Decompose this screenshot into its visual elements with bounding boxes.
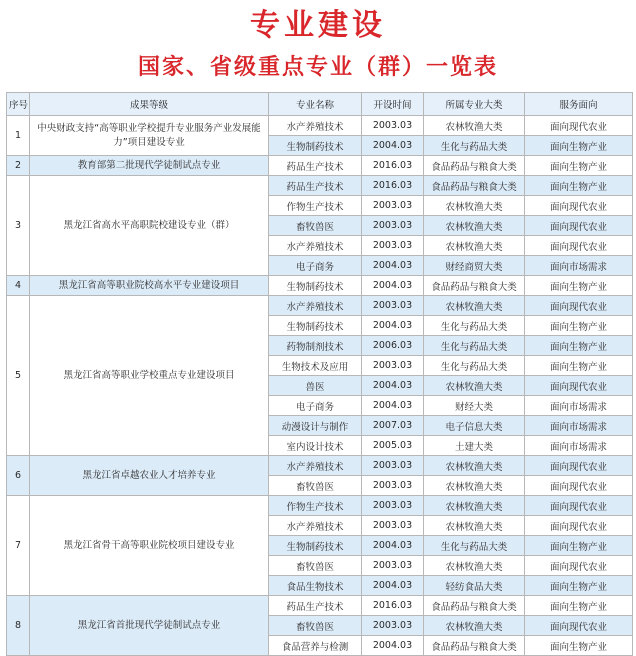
group-number: 5 [7,296,30,456]
service-orientation: 面向现代农业 [525,516,633,536]
major-name: 水产养殖技术 [269,296,362,316]
service-orientation: 面向现代农业 [525,476,633,496]
major-name: 药物制剂技术 [269,336,362,356]
service-orientation: 面向生物产业 [525,636,633,656]
start-date: 2016.03 [362,596,424,616]
major-category: 农林牧渔大类 [424,476,525,496]
major-category: 食品药品与粮食大类 [424,176,525,196]
start-date: 2016.03 [362,176,424,196]
service-orientation: 面向现代农业 [525,116,633,136]
major-category: 生化与药品大类 [424,356,525,376]
major-category: 食品药品与粮食大类 [424,596,525,616]
group-category: 教育部第二批现代学徒制试点专业 [30,156,269,176]
start-date: 2004.03 [362,396,424,416]
start-date: 2003.03 [362,476,424,496]
service-orientation: 面向生物产业 [525,156,633,176]
major-category: 土建大类 [424,436,525,456]
major-name: 药品生产技术 [269,176,362,196]
start-date: 2003.03 [362,356,424,376]
start-date: 2003.03 [362,296,424,316]
service-orientation: 面向现代农业 [525,376,633,396]
major-name: 生物技术及应用 [269,356,362,376]
group-number: 4 [7,276,30,296]
start-date: 2003.03 [362,496,424,516]
group-number: 8 [7,596,30,656]
table-header-row [7,93,633,116]
major-category: 食品药品与粮食大类 [424,156,525,176]
service-orientation: 面向现代农业 [525,236,633,256]
major-name: 生物制药技术 [269,276,362,296]
service-orientation: 面向生物产业 [525,356,633,376]
service-orientation: 面向现代农业 [525,196,633,216]
major-name: 生物制药技术 [269,136,362,156]
major-category: 农林牧渔大类 [424,456,525,476]
group-category: 黑龙江省高等职业院校高水平专业建设项目 [30,276,269,296]
major-category: 生化与药品大类 [424,316,525,336]
start-date: 2003.03 [362,556,424,576]
service-orientation: 面向生物产业 [525,276,633,296]
major-category: 财经大类 [424,396,525,416]
header-cell: 序号 [7,93,30,116]
major-category: 农林牧渔大类 [424,216,525,236]
service-orientation: 面向生物产业 [525,576,633,596]
major-name: 水产养殖技术 [269,116,362,136]
major-category: 农林牧渔大类 [424,516,525,536]
service-orientation: 面向市场需求 [525,256,633,276]
header-cell: 开设时间 [362,93,424,116]
major-name: 作物生产技术 [269,496,362,516]
table-row [7,456,633,476]
service-orientation: 面向现代农业 [525,216,633,236]
group-number: 1 [7,116,30,156]
header-cell: 专业名称 [269,93,362,116]
header-cell: 服务面向 [525,93,633,116]
service-orientation: 面向生物产业 [525,336,633,356]
major-category: 农林牧渔大类 [424,376,525,396]
header-cell: 所属专业大类 [424,93,525,116]
table-row [7,276,633,296]
page-subtitle: 国家、省级重点专业（群）一览表 [137,54,498,80]
service-orientation: 面向生物产业 [525,136,633,156]
start-date: 2003.03 [362,456,424,476]
major-name: 动漫设计与制作 [269,416,362,436]
major-name: 畜牧兽医 [269,556,362,576]
major-name: 生物制药技术 [269,316,362,336]
major-name: 作物生产技术 [269,196,362,216]
table-row [7,496,633,516]
major-name: 畜牧兽医 [269,216,362,236]
service-orientation: 面向生物产业 [525,536,633,556]
start-date: 2004.03 [362,256,424,276]
major-name: 电子商务 [269,396,362,416]
group-category: 黑龙江省首批现代学徒制试点专业 [30,596,269,656]
start-date: 2003.03 [362,196,424,216]
major-category: 农林牧渔大类 [424,236,525,256]
major-name: 水产养殖技术 [269,456,362,476]
major-category: 农林牧渔大类 [424,556,525,576]
table-row [7,156,633,176]
group-category: 黑龙江省高水平高职院校建设专业（群） [30,176,269,276]
group-category: 黑龙江省卓越农业人才培养专业 [30,456,269,496]
service-orientation: 面向现代农业 [525,296,633,316]
service-orientation: 面向现代农业 [525,456,633,476]
major-name: 兽医 [269,376,362,396]
major-name: 畜牧兽医 [269,616,362,636]
start-date: 2003.03 [362,236,424,256]
major-category: 生化与药品大类 [424,536,525,556]
major-category: 轻纺食品大类 [424,576,525,596]
major-name: 食品营养与检测 [269,636,362,656]
group-category: 黑龙江省骨干高等职业院校项目建设专业 [30,496,269,596]
header-cell: 成果等级 [30,93,269,116]
start-date: 2003.03 [362,216,424,236]
major-name: 药品生产技术 [269,596,362,616]
major-table [6,92,633,656]
table-row [7,116,633,136]
major-name: 水产养殖技术 [269,516,362,536]
group-number: 2 [7,156,30,176]
start-date: 2003.03 [362,616,424,636]
table-row [7,596,633,616]
group-number: 7 [7,496,30,596]
major-category: 生化与药品大类 [424,336,525,356]
major-category: 食品药品与粮食大类 [424,276,525,296]
service-orientation: 面向市场需求 [525,396,633,416]
service-orientation: 面向现代农业 [525,556,633,576]
major-category: 生化与药品大类 [424,136,525,156]
start-date: 2003.03 [362,116,424,136]
major-name: 药品生产技术 [269,156,362,176]
start-date: 2016.03 [362,156,424,176]
service-orientation: 面向市场需求 [525,416,633,436]
service-orientation: 面向生物产业 [525,316,633,336]
page-title: 专业建设 [250,8,386,43]
table-row [7,176,633,196]
service-orientation: 面向生物产业 [525,176,633,196]
major-category: 农林牧渔大类 [424,616,525,636]
start-date: 2007.03 [362,416,424,436]
table-row [7,296,633,316]
start-date: 2004.03 [362,276,424,296]
start-date: 2005.03 [362,436,424,456]
major-name: 食品生物技术 [269,576,362,596]
major-category: 财经商贸大类 [424,256,525,276]
group-number: 6 [7,456,30,496]
start-date: 2004.03 [362,136,424,156]
start-date: 2004.03 [362,536,424,556]
service-orientation: 面向现代农业 [525,496,633,516]
major-name: 畜牧兽医 [269,476,362,496]
major-category: 农林牧渔大类 [424,296,525,316]
major-category: 电子信息大类 [424,416,525,436]
major-category: 食品药品与粮食大类 [424,636,525,656]
start-date: 2004.03 [362,316,424,336]
major-name: 电子商务 [269,256,362,276]
start-date: 2004.03 [362,636,424,656]
start-date: 2003.03 [362,516,424,536]
major-category: 农林牧渔大类 [424,116,525,136]
major-name: 水产养殖技术 [269,236,362,256]
start-date: 2006.03 [362,336,424,356]
service-orientation: 面向现代农业 [525,616,633,636]
major-category: 农林牧渔大类 [424,196,525,216]
start-date: 2004.03 [362,376,424,396]
group-category: 中央财政支持“高等职业学校提升专业服务产业发展能力”项目建设专业 [30,116,269,156]
start-date: 2004.03 [362,576,424,596]
major-name: 生物制药技术 [269,536,362,556]
group-number: 3 [7,176,30,276]
service-orientation: 面向生物产业 [525,596,633,616]
major-name: 室内设计技术 [269,436,362,456]
group-category: 黑龙江省高等职业学校重点专业建设项目 [30,296,269,456]
service-orientation: 面向市场需求 [525,436,633,456]
major-category: 农林牧渔大类 [424,496,525,516]
